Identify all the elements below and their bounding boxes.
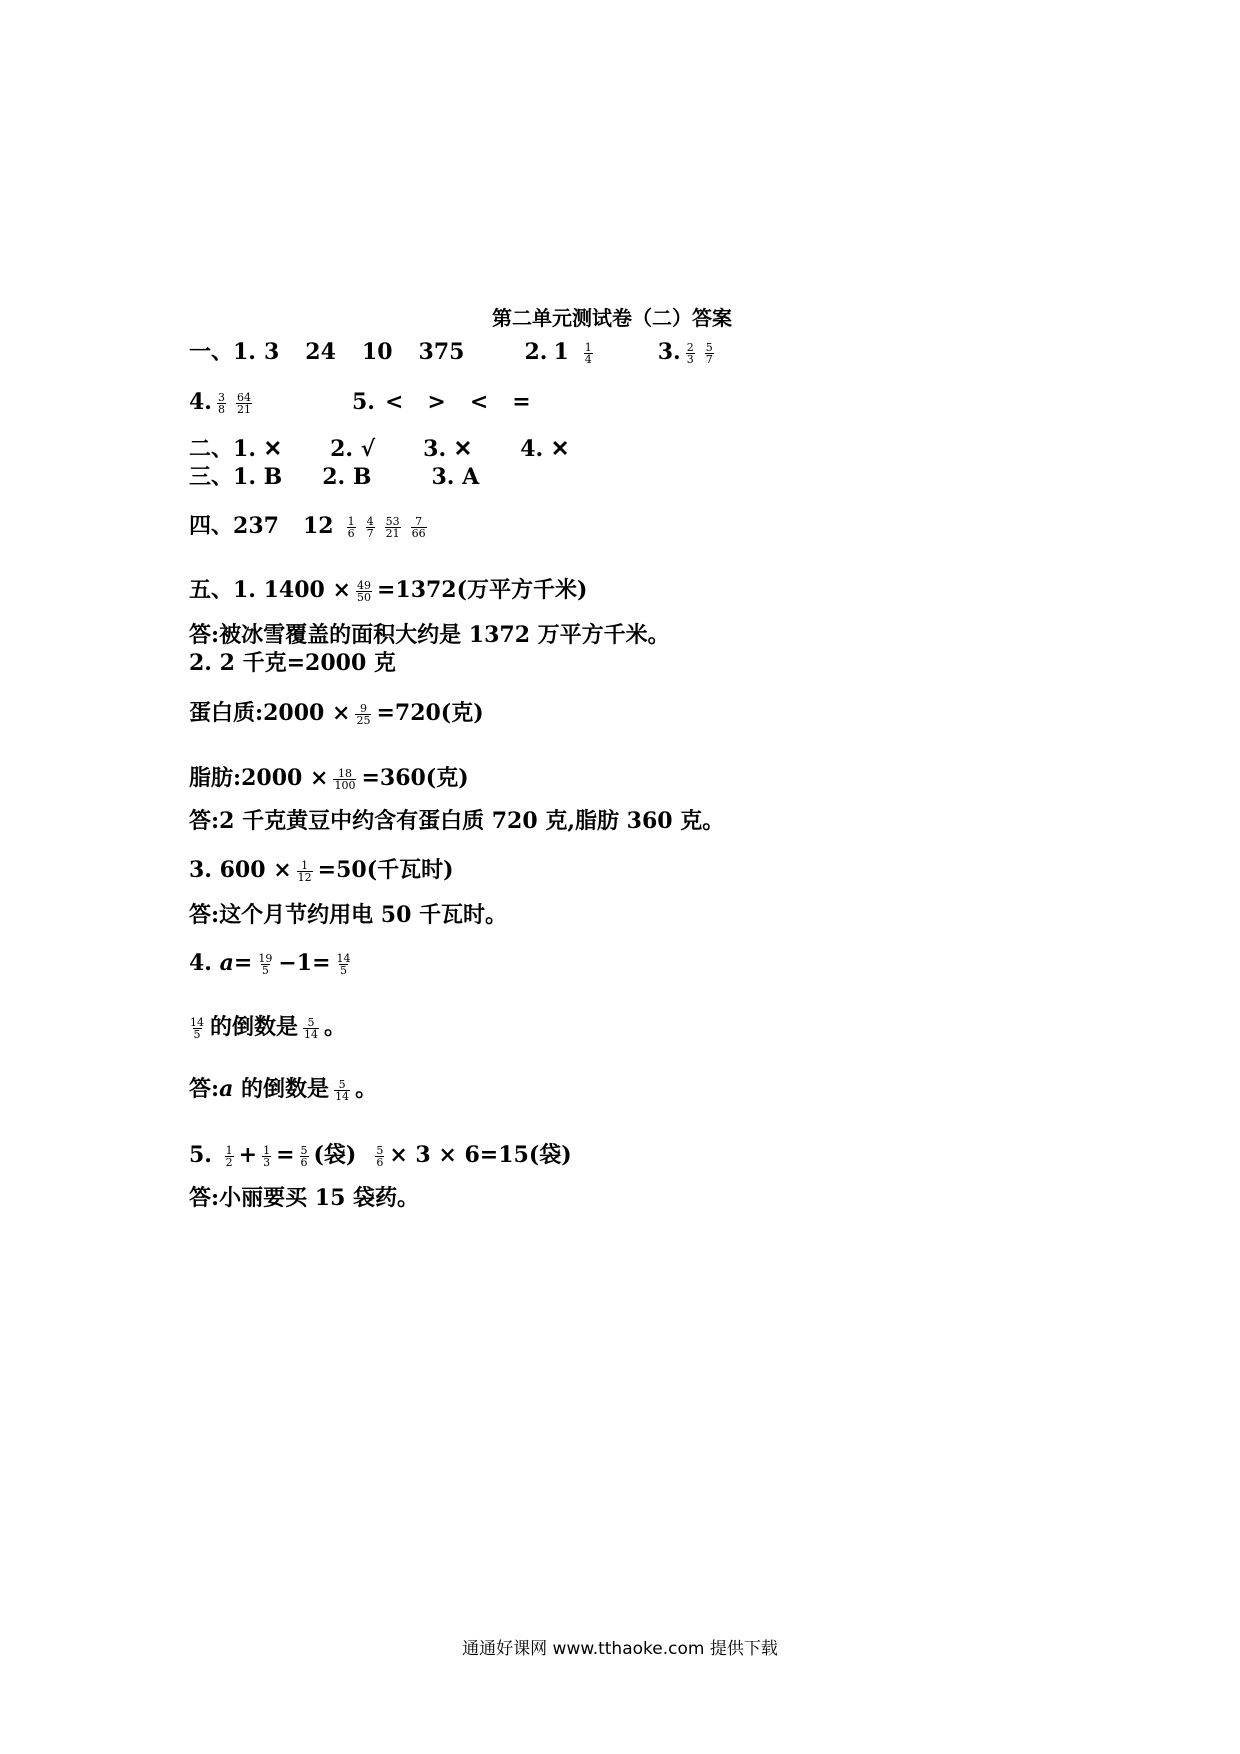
fraction: $\frac{1}{4}$ — [584, 340, 592, 366]
fraction: $\frac{14}{5}$ — [336, 951, 351, 977]
fraction: $\frac{7}{66}$ — [411, 514, 426, 540]
problem4-answer: 答:a 的倒数是 $\frac{5}{14}$ 。 — [189, 1076, 378, 1103]
fraction: $\frac{2}{3}$ — [686, 340, 694, 366]
fraction: $\frac{5}{14}$ — [304, 1015, 319, 1041]
fraction: $\frac{5}{7}$ — [705, 340, 713, 366]
fraction: $\frac{49}{50}$ — [356, 578, 371, 604]
section2-line: 二、1. ✕ 2. √ 3. ✕ 4. ✕ — [189, 436, 570, 462]
problem1-equation: 五、1. 1400 × $\frac{49}{50}$ =1372(万平方千米) — [189, 577, 588, 604]
fraction: $\frac{14}{5}$ — [190, 1015, 204, 1041]
problem3-answer: 答:这个月节约用电 50 千瓦时。 — [189, 902, 508, 928]
problem5-answer: 答:小丽要买 15 袋药。 — [189, 1185, 420, 1211]
fraction: $\frac{1}{2}$ — [225, 1143, 233, 1169]
page-title: 第二单元测试卷（二）答案 — [492, 306, 732, 330]
problem5-equation: 5. $\frac{1}{2}$ + $\frac{1}{3}$ = $\frac{5}{6}$ (袋) $\frac{5}{6}$ × 3 × 6=15(袋) — [189, 1142, 572, 1169]
section3-line: 三、1. B 2. B 3. A — [189, 464, 480, 490]
section4-line: 四、237 12 $\frac{1}{6}$ $\frac{4}{7}$ $\frac{53}{21}$ $\frac{7}{66}$ — [189, 513, 426, 540]
fraction: $\frac{19}{5}$ — [258, 951, 273, 977]
fraction: $\frac{64}{21}$ — [236, 390, 251, 416]
problem2-conversion: 2. 2 千克=2000 克 — [189, 650, 396, 676]
problem2-fat: 脂肪:2000 × $\frac{18}{100}$ =360(克) — [189, 765, 469, 792]
fraction: $\frac{18}{100}$ — [334, 766, 356, 792]
fraction: $\frac{3}{8}$ — [217, 390, 225, 416]
problem4-equation: 4. a= $\frac{19}{5}$ −1= $\frac{14}{5}$ — [189, 950, 351, 977]
problem2-protein: 蛋白质:2000 × $\frac{9}{25}$ =720(克) — [189, 700, 484, 727]
problem2-answer: 答:2 千克黄豆中约含有蛋白质 720 克,脂肪 360 克。 — [189, 808, 725, 834]
section1-line2: 4. $\frac{3}{8}$ $\frac{64}{21}$ 5. < > < = — [189, 389, 531, 416]
problem1-answer: 答:被冰雪覆盖的面积大约是 1372 万平方千米。 — [189, 622, 670, 648]
fraction: $\frac{1}{3}$ — [263, 1143, 271, 1169]
fraction: $\frac{9}{25}$ — [356, 701, 371, 727]
problem3-equation: 3. 600 × $\frac{1}{12}$ =50(千瓦时) — [189, 857, 454, 884]
fraction: $\frac{4}{7}$ — [366, 514, 374, 540]
section1-label: 一、1. — [189, 339, 256, 365]
footer-source: 通通好课网 www.tthaoke.com 提供下载 — [462, 1639, 778, 1659]
fraction: $\frac{1}{12}$ — [297, 858, 312, 884]
fraction: $\frac{5}{6}$ — [300, 1143, 308, 1169]
fraction: $\frac{5}{14}$ — [335, 1077, 350, 1103]
section1-line1: 一、1. 3 24 10 375 2. 1 $\frac{1}{4}$ 3. $\frac{2}{3}$ $\frac{5}{7}$ — [189, 339, 713, 366]
problem4-reciprocal: $\frac{14}{5}$ 的倒数是 $\frac{5}{14}$ 。 — [190, 1014, 347, 1041]
fraction: $\frac{53}{21}$ — [385, 514, 400, 540]
fraction: $\frac{5}{6}$ — [376, 1143, 384, 1169]
fraction: $\frac{1}{6}$ — [347, 514, 355, 540]
